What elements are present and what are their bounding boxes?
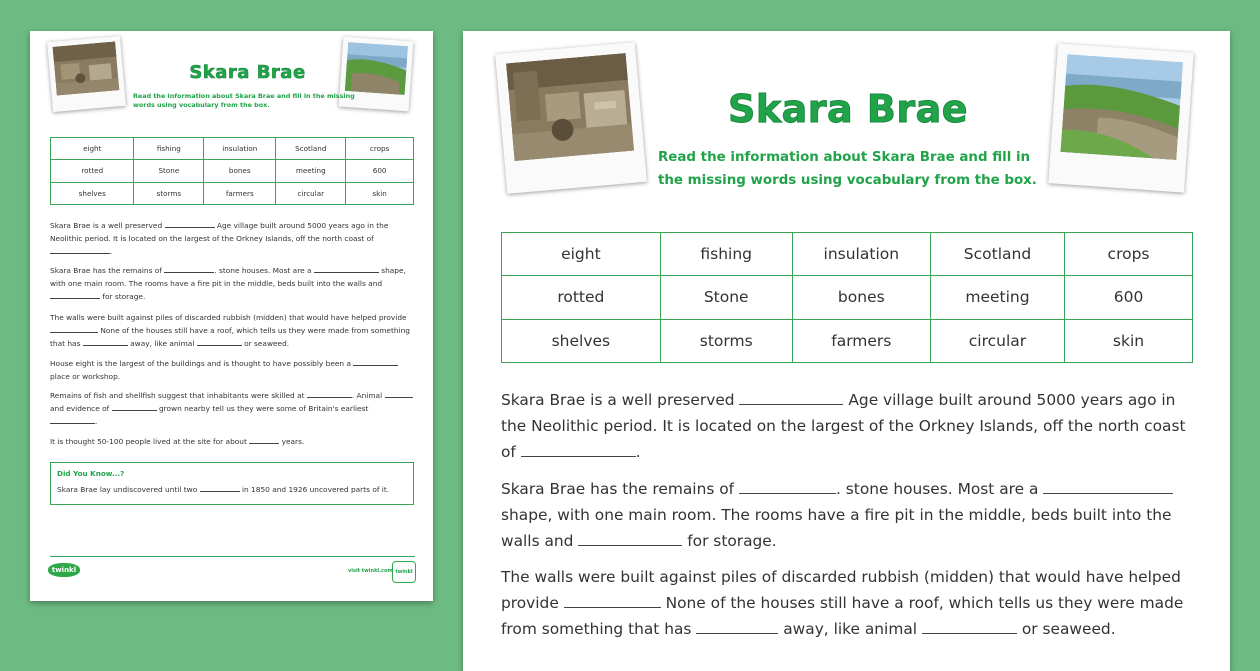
paragraph-2: Skara Brae has the remains of . stone houses. Most are a shape, with one main room. The rooms have a fire pit in the middle, beds built into the walls and for storage. xyxy=(50,266,406,301)
answer-blank[interactable] xyxy=(564,607,661,608)
instructions: Read the information about Skara Brae and fill in the missing words using vocabulary from the box. xyxy=(658,150,1037,188)
vocab-word[interactable]: crops xyxy=(1065,233,1193,276)
did-you-know-text: Skara Brae lay undiscovered until two in 1850 and 1926 uncovered parts of it. xyxy=(57,485,390,494)
paragraph-4: House eight is the largest of the buildings and is thought to have possibly been a place or workshop. xyxy=(50,357,415,383)
answer-blank[interactable] xyxy=(739,493,836,494)
vocab-row xyxy=(51,138,414,160)
vocab-row xyxy=(502,276,1193,319)
answer-blank[interactable] xyxy=(739,404,843,405)
photo-frame-left xyxy=(495,42,647,194)
did-you-know-box xyxy=(50,462,414,505)
vocab-word[interactable]: fishing xyxy=(134,138,204,160)
vocab-row xyxy=(51,182,414,204)
answer-blank[interactable] xyxy=(164,272,214,273)
paragraph-1: Skara Brae is a well preserved Age village built around 5000 years ago in the Neolithic period. It is located on the largest of the Orkney Islands, off the north coast of . xyxy=(50,221,389,256)
vocab-word[interactable]: rotted xyxy=(502,276,661,319)
answer-blank[interactable] xyxy=(112,410,157,411)
paragraph-5: Remains of fish and shellfish suggest that inhabitants were skilled at . Animal and evidence of grown nearby tell us they were some of Britain's earliest . xyxy=(50,389,415,428)
answer-blank[interactable] xyxy=(249,443,279,444)
answer-blank[interactable] xyxy=(307,397,352,398)
vocab-row xyxy=(502,319,1193,362)
vocabulary-box xyxy=(50,137,414,205)
vocabulary-box xyxy=(501,232,1193,363)
answer-blank[interactable] xyxy=(922,633,1017,634)
paragraph-3: The walls were built against piles of discarded rubbish (midden) that would have helped provide None of the houses still have a roof, which tells us they were made from something that has away, like animal or seaweed. xyxy=(501,568,1184,638)
instructions: Read the information about Skara Brae and fill in the missing words using vocabulary from the box. xyxy=(133,92,355,109)
vocab-row xyxy=(502,233,1193,276)
worksheet-thumbnail[interactable] xyxy=(30,31,433,601)
answer-blank[interactable] xyxy=(165,227,215,228)
answer-blank[interactable] xyxy=(83,345,128,346)
vocab-word[interactable]: skin xyxy=(1065,319,1193,362)
answer-blank[interactable] xyxy=(50,332,98,333)
worksheet-page[interactable] xyxy=(463,31,1230,671)
vocab-row xyxy=(51,160,414,182)
paragraph-2: Skara Brae has the remains of . stone houses. Most are a shape, with one main room. The rooms have a fire pit in the middle, beds built into the walls and for storage. xyxy=(501,480,1172,550)
answer-blank[interactable] xyxy=(50,298,100,299)
answer-blank[interactable] xyxy=(1043,493,1173,494)
twinkl-logo[interactable]: twinkl xyxy=(48,563,80,577)
vocab-word[interactable]: eight xyxy=(502,233,661,276)
skara-brae-house-photo xyxy=(506,53,634,161)
quality-badge: twinkl xyxy=(392,561,416,583)
answer-blank[interactable] xyxy=(50,423,95,424)
vocab-word[interactable]: shelves xyxy=(51,182,134,204)
skara-brae-house-photo xyxy=(53,41,120,95)
vocab-word[interactable]: rotted xyxy=(51,160,134,182)
vocab-word[interactable]: Scotland xyxy=(930,233,1064,276)
vocab-word[interactable]: insulation xyxy=(792,233,930,276)
answer-blank[interactable] xyxy=(197,345,242,346)
vocab-word[interactable]: circular xyxy=(930,319,1064,362)
answer-blank[interactable] xyxy=(696,633,778,634)
paragraph-3: The walls were built against piles of discarded rubbish (midden) that would have helped provide None of the houses still have a roof, which tells us they were made from something that has away, like animal or seaweed. xyxy=(50,313,410,348)
vocab-word[interactable]: 600 xyxy=(346,160,414,182)
paragraph-1: Skara Brae is a well preserved Age village built around 5000 years ago in the Neolithic period. It is located on the largest of the Orkney Islands, off the north coast of . xyxy=(501,391,1186,461)
answer-blank[interactable] xyxy=(578,545,682,546)
vocab-word[interactable]: crops xyxy=(346,138,414,160)
vocab-word[interactable]: storms xyxy=(134,182,204,204)
vocab-word[interactable]: insulation xyxy=(204,138,276,160)
vocab-word[interactable]: Scotland xyxy=(276,138,346,160)
skara-brae-coast-photo xyxy=(1060,54,1184,160)
vocab-word[interactable]: circular xyxy=(276,182,346,204)
vocab-word[interactable]: farmers xyxy=(204,182,276,204)
vocab-word[interactable]: fishing xyxy=(660,233,792,276)
answer-blank[interactable] xyxy=(50,253,110,254)
vocab-word[interactable]: meeting xyxy=(276,160,346,182)
vocab-word[interactable]: farmers xyxy=(792,319,930,362)
answer-blank[interactable] xyxy=(385,397,413,398)
vocab-word[interactable]: bones xyxy=(792,276,930,319)
page-title: Skara Brae xyxy=(189,62,306,83)
answer-blank[interactable] xyxy=(200,491,240,492)
vocab-word[interactable]: skin xyxy=(346,182,414,204)
answer-blank[interactable] xyxy=(521,456,636,457)
vocab-word[interactable]: storms xyxy=(660,319,792,362)
vocab-word[interactable]: eight xyxy=(51,138,134,160)
vocab-word[interactable]: bones xyxy=(204,160,276,182)
footer-divider xyxy=(50,556,415,557)
page-title: Skara Brae xyxy=(727,87,968,131)
footer-url[interactable]: visit twinkl.com xyxy=(348,568,393,574)
vocab-word[interactable]: meeting xyxy=(930,276,1064,319)
paragraph-6: It is thought 50-100 people lived at the site for about years. xyxy=(50,437,305,446)
photo-frame-left xyxy=(47,36,126,112)
vocab-word[interactable]: Stone xyxy=(660,276,792,319)
vocab-word[interactable]: Stone xyxy=(134,160,204,182)
photo-frame-right xyxy=(1048,43,1193,192)
answer-blank[interactable] xyxy=(314,272,379,273)
did-you-know-heading: Did You Know...? xyxy=(57,469,125,478)
vocab-word[interactable]: 600 xyxy=(1065,276,1193,319)
answer-blank[interactable] xyxy=(353,365,398,366)
vocab-word[interactable]: shelves xyxy=(502,319,661,362)
